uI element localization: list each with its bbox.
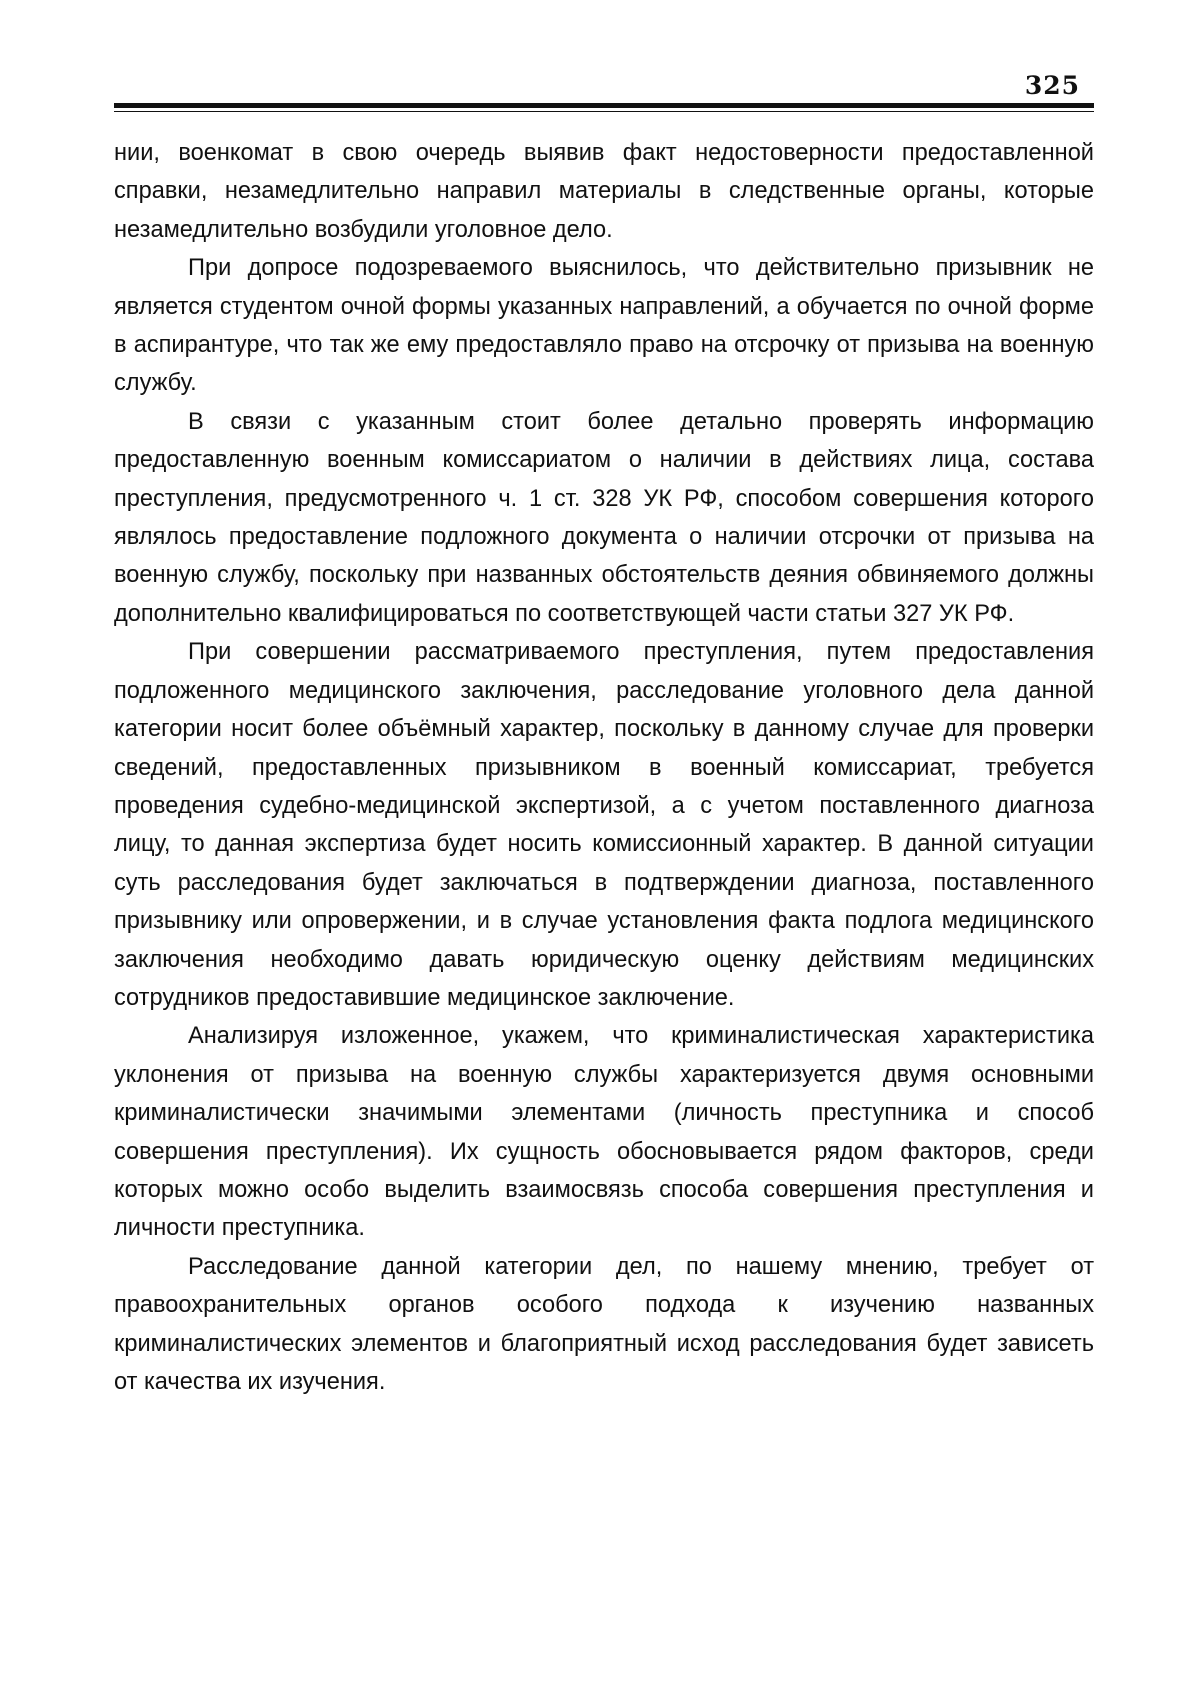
paragraph: Расследование данной категории дел, по нашему мнению, требует от правоохранительных органов особого подхода к изучению названных криминалистических элементов и благоприятный исход расследования будет зависеть от качества их изучения. (114, 1253, 1094, 1395)
paragraph: Анализируя изложенное, укажем, что криминалистическая характеристика уклонения от призыва на военную службы характеризуется двумя основными криминалистически значимыми элементами (личность преступника и способ совершения преступления). Их сущность обосновывается рядом факторов, среди которых можно особо выделить взаимосвязь способа совершения преступления и личности преступника. (114, 1023, 1094, 1242)
header-rule-thick (114, 103, 1094, 108)
paragraph: В связи с указанным стоит более детально проверять информацию предоставленную военным комиссариатом о наличии в действиях лица, состава преступления, предусмотренного ч. 1 ст. 328 УК РФ, способом совершения которого являлось предоставление подложного документа о наличии отсрочки от призыва на военную службу, поскольку при названных обстоятельств деяния обвиняемого должны дополнительно квалифицироваться по соответствующей части статьи 327 УК РФ. (114, 408, 1094, 627)
page-number: 325 (1024, 71, 1080, 100)
page-header (114, 66, 1094, 112)
paragraph: При совершении рассматриваемого преступления, путем предоставления подложенного медицинского заключения, расследование уголовного дела данной категории носит более объёмный характер, поскольку в данному случае для проверки сведений, предоставленных призывником в военный комиссариат, требуется проведения судебно-медицинской экспертизой, а с учетом поставленного диагноза лицу, то данная экспертиза будет носить комиссионный характер. В данной ситуации суть расследования будет заключаться в подтверждении диагноза, поставленного призывнику или опровержении, и в случае установления факта подлога медицинского заключения необходимо давать юридическую оценку действиям медицинских сотрудников предоставившие медицинское заключение. (114, 639, 1094, 1011)
page-body (114, 134, 1094, 1401)
paragraph-continued: нии, военкомат в свою очередь выявив факт недостоверности предоставленной справки, незамедлительно направил материалы в следственные органы, которые незамедлительно возбудили уголовное дело. (114, 140, 1094, 243)
paragraph: При допросе подозреваемого выяснилось, что действительно призывник не является студентом очной формы указанных направлений, а обучается по очной форме в аспирантуре, что так же ему предоставляло право на отсрочку от призыва на военную службу. (114, 255, 1094, 397)
header-rule-thin (114, 111, 1094, 112)
